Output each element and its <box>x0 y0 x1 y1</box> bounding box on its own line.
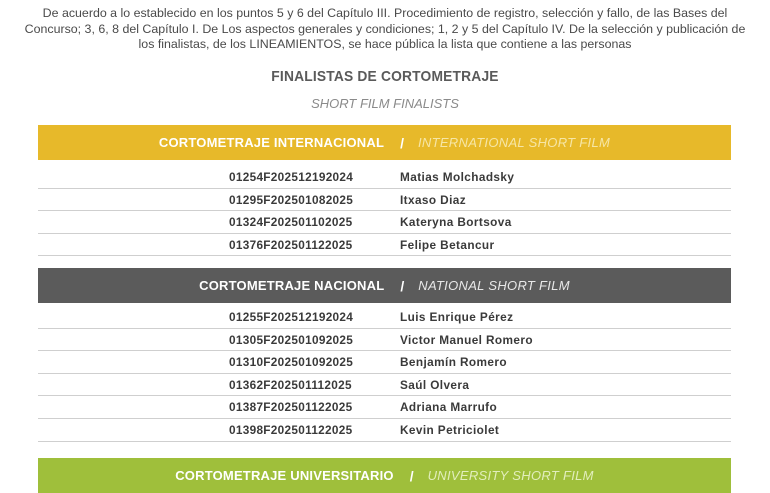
finalist-name: Luis Enrique Pérez <box>400 310 514 324</box>
section-separator: / <box>400 134 404 151</box>
section-separator: / <box>400 277 405 294</box>
registration-code: 01255F202512192024 <box>229 310 354 324</box>
table-row <box>38 351 731 374</box>
finalists-list-international <box>38 166 731 256</box>
registration-code: 01310F202501092025 <box>229 355 354 370</box>
table-row <box>38 306 731 329</box>
registration-code: 01254F202512192024 <box>229 170 354 184</box>
section-title-en: INTERNATIONAL SHORT FILM <box>418 135 611 150</box>
section-title-es: CORTOMETRAJE NACIONAL <box>199 278 385 293</box>
page-subtitle: SHORT FILM FINALISTS <box>311 96 459 111</box>
finalist-name: Matias Molchadsky <box>400 170 515 184</box>
finalist-name: Adriana Marrufo <box>400 400 498 415</box>
registration-code: 01305F202501092025 <box>229 332 354 347</box>
intro-paragraph: De acuerdo a lo establecido en los puntos 5 y 6 del Capítulo III. Procedimiento de registro, selección y fallo, de las Bases del Concurso; 3, 6, 8 del Capítulo I. De Los aspectos generales y condiciones; 1, 2 y 5 del Capítulo IV. De la selección y publicación de los finalistas, de los LINEAMIENTOS, se hace pública la lista que contiene a las personas <box>24 6 746 51</box>
registration-code: 01295F202501082025 <box>229 192 354 207</box>
finalist-name: Felipe Betancur <box>400 237 495 252</box>
table-row <box>38 329 731 352</box>
section-title-es: CORTOMETRAJE INTERNACIONAL <box>158 135 385 150</box>
section-separator: / <box>409 467 414 484</box>
table-row <box>38 396 731 419</box>
table-row <box>38 189 731 212</box>
table-row <box>38 211 731 234</box>
finalist-name: Kevin Petriciolet <box>400 422 500 437</box>
finalist-name: Victor Manuel Romero <box>400 332 533 347</box>
section-title-en: NATIONAL SHORT FILM <box>418 278 570 293</box>
registration-code: 01387F202501122025 <box>229 400 353 415</box>
registration-code: 01398F202501122025 <box>229 422 353 437</box>
section-header-national <box>38 268 731 303</box>
section-title-en: UNIVERSITY SHORT FILM <box>427 468 594 483</box>
finalists-list-national <box>38 306 731 442</box>
finalist-name: Benjamín Romero <box>400 355 507 370</box>
registration-code: 01324F202501102025 <box>229 215 353 230</box>
table-row <box>38 374 731 397</box>
registration-code: 01376F202501122025 <box>229 237 353 252</box>
table-row <box>38 419 731 442</box>
section-header-international <box>38 125 731 160</box>
table-row <box>38 234 731 257</box>
section-title-es: CORTOMETRAJE UNIVERSITARIO <box>175 468 394 483</box>
page-title: FINALISTAS DE CORTOMETRAJE <box>271 68 499 85</box>
finalist-name: Itxaso Diaz <box>400 192 467 207</box>
registration-code: 01362F202501112025 <box>229 377 352 392</box>
finalist-name: Saúl Olvera <box>400 377 470 392</box>
table-row <box>38 166 731 189</box>
finalist-name: Kateryna Bortsova <box>400 215 512 230</box>
section-header-university <box>38 458 731 493</box>
